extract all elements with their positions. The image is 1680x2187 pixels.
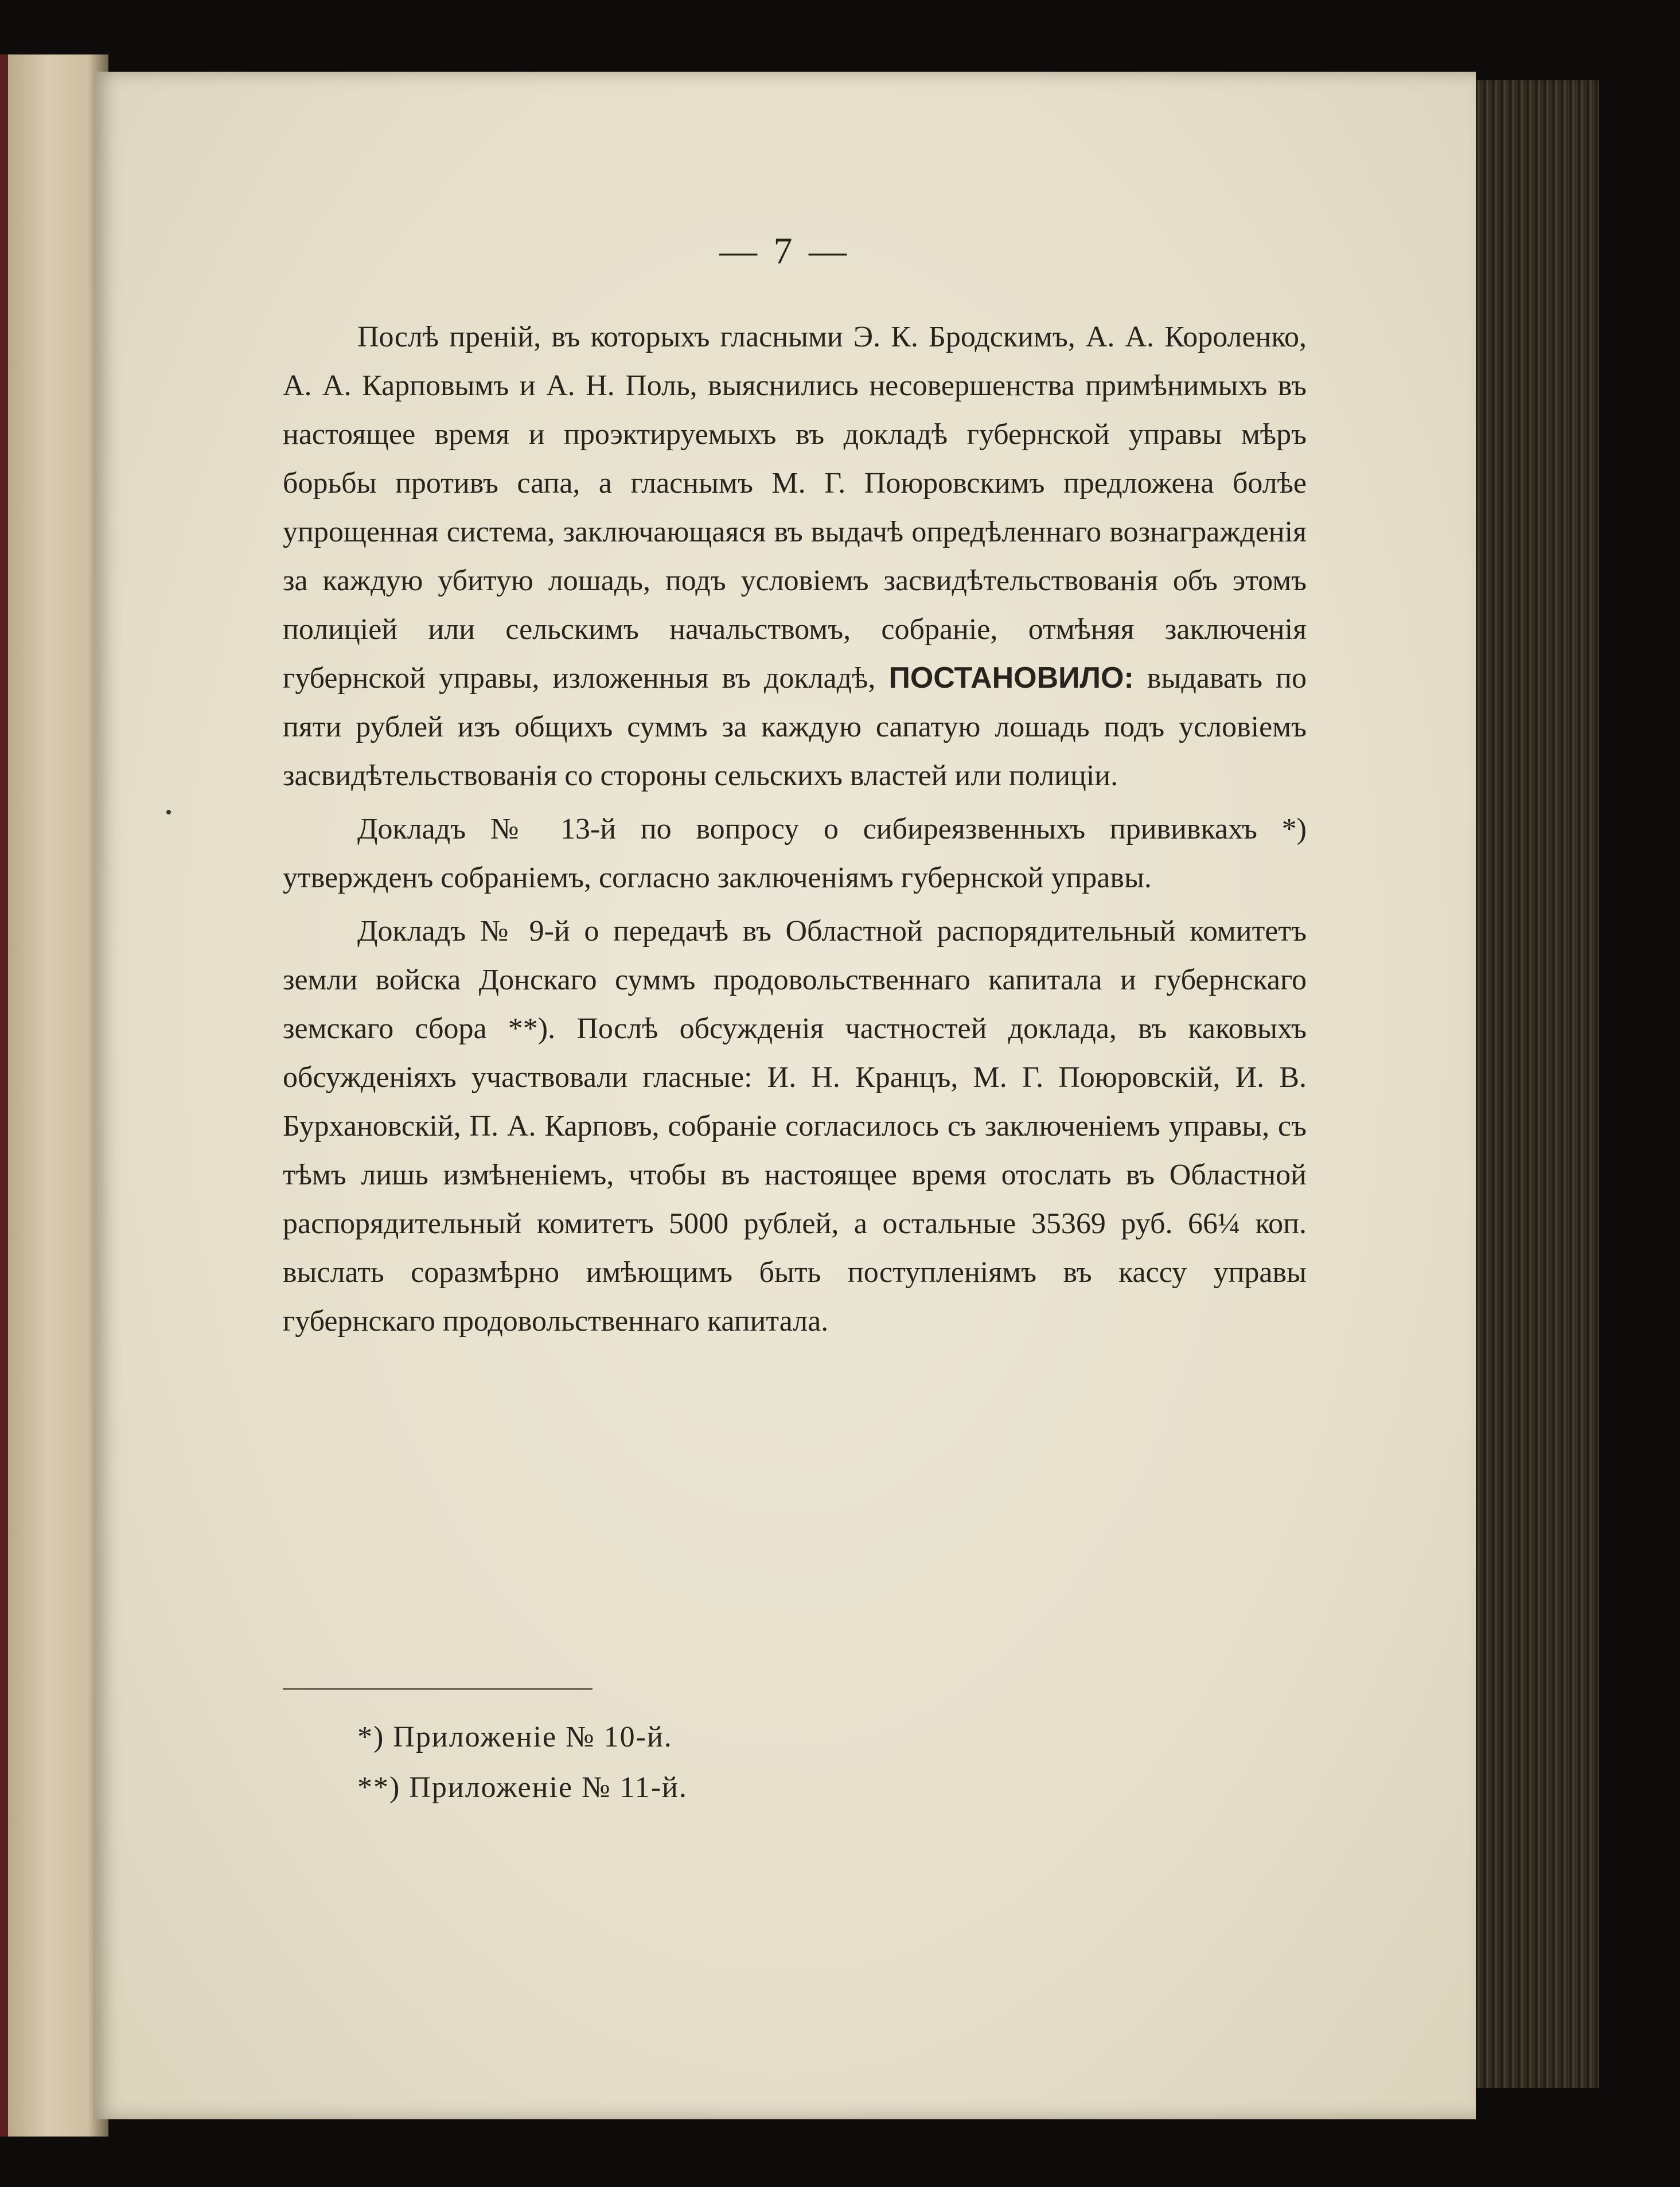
- paragraph-text: Докладъ № 9-й о передачѣ въ Областной распорядительный комитетъ земли войска Донскаго суммъ продовольственнаго капитала и губернскаго земскаго сбора **). Послѣ обсужденія частностей доклада, въ каковыхъ обсужденіяхъ участвовали гласные: И. Н. Кранцъ, М. Г. Поюровскій, И. В. Бурхановскій, П. А. Карповъ, собраніе согласилось съ заключеніемъ управы, съ тѣмъ лишь измѣненіемъ, чтобы въ настоящее время отослать въ Областной распорядительный комитетъ 5000 рублей, а остальные 35369 руб. 66¼ коп. выслать соразмѣрно имѣющимъ быть поступленіямъ въ кассу управы губернскаго продовольственнаго капитала.: [283, 915, 1307, 1338]
- footnote-2: **) Приложеніе № 11-й.: [357, 1771, 688, 1804]
- page-number: — 7 —: [719, 230, 850, 272]
- left-page-edge: [0, 54, 108, 2137]
- book-page-edges: [1473, 80, 1599, 2088]
- book-page: [93, 72, 1476, 2119]
- footnote-divider: [283, 1688, 593, 1690]
- paragraph-text: Послѣ преній, въ которыхъ гласными Э. К. Бродскимъ, А. А. Короленко, А. А. Карповымъ и А. Н. Поль, выяснились несовершенства примѣнимыхъ въ настоящее время и проэктируемыхъ въ докладѣ губернской управы мѣръ борьбы противъ сапа, а гласнымъ М. Г. Поюровскимъ предложена болѣе упрощенная система, заключающаяся въ выдачѣ опредѣленнаго вознагражденія за каждую убитую лошадь, подъ условіемъ засвидѣтельствованія объ этомъ полиціей или сельскимъ начальствомъ, собраніе, отмѣняя заключенія губернской управы, изложенныя въ докладѣ,: [283, 321, 1307, 695]
- footnotes: [357, 1712, 1160, 1813]
- paragraph-1: [283, 313, 1307, 800]
- footnote-1: *) Приложеніе № 10-й.: [357, 1721, 673, 1753]
- resolution-keyword: ПОСТАНОВИЛО:: [888, 661, 1134, 695]
- body-text: [283, 313, 1307, 1350]
- ink-speck: [166, 810, 171, 814]
- paragraph-text: выдавать по пяти рублей изъ общихъ суммъ за каждую сапатую лошадь подъ условіемъ засвидѣтельствованія со стороны сельскихъ властей или полиціи.: [283, 662, 1307, 792]
- paragraph-3: [283, 907, 1307, 1346]
- paragraph-2: [283, 805, 1307, 902]
- paragraph-text: Докладъ № 13-й по вопросу о сибиреязвенныхъ прививкахъ *) утвержденъ собраніемъ, согласно заключеніямъ губернской управы.: [283, 813, 1307, 894]
